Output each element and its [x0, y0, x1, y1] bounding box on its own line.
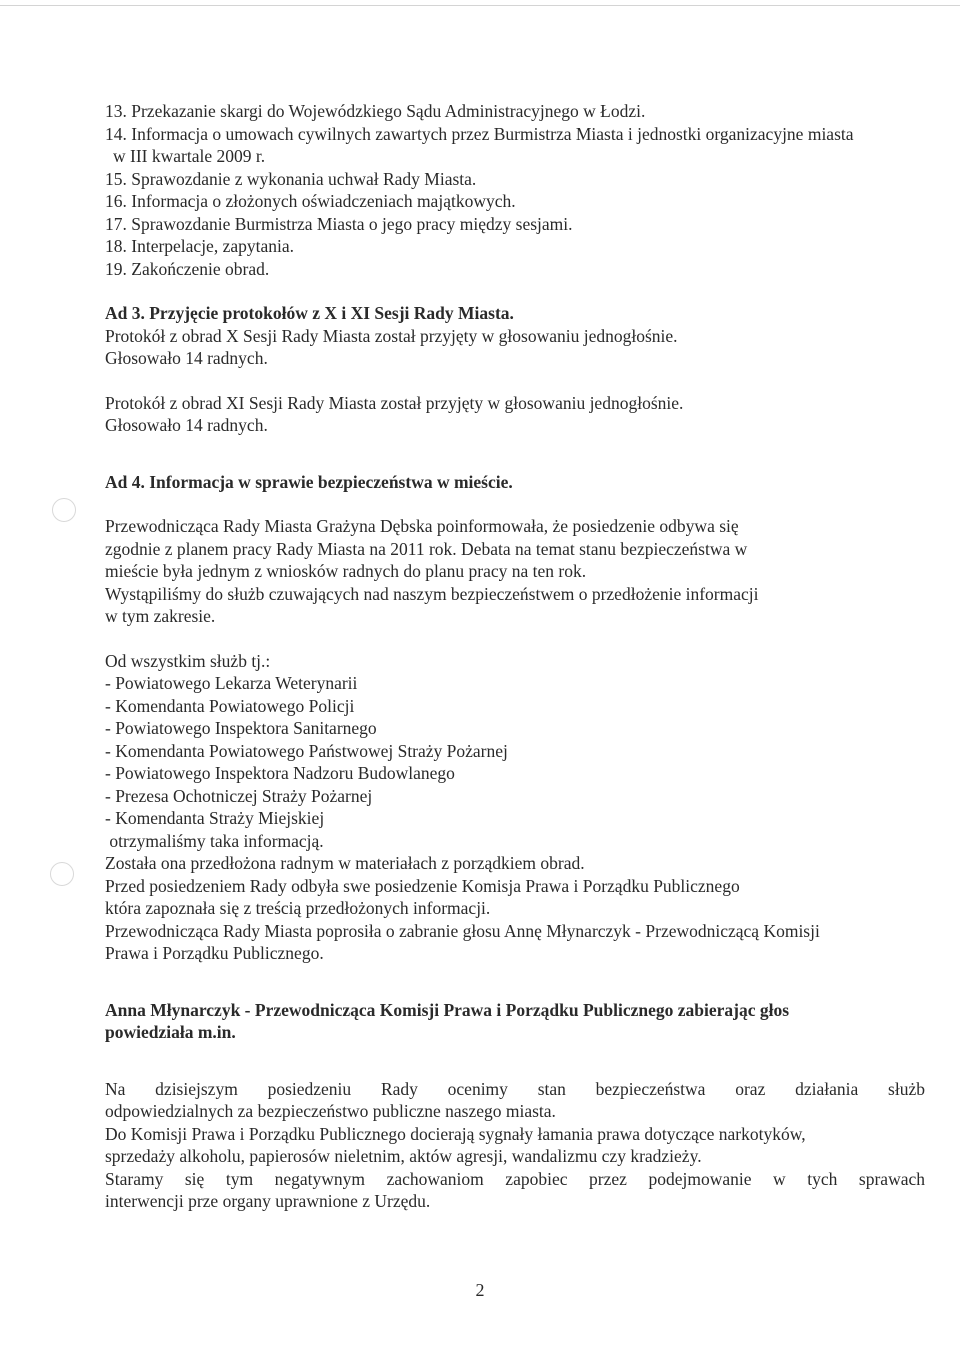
list-item: - Powiatowego Inspektora Sanitarnego: [105, 718, 377, 738]
list-item: - Komendanta Straży Miejskiej: [105, 808, 325, 828]
agenda-item: 18. Interpelacje, zapytania.: [105, 236, 294, 256]
speaker-line: Anna Młynarczyk - Przewodnicząca Komisji Prawa i Porządku Publicznego zabierając głos: [105, 999, 790, 1020]
paragraph-line: Protokół z obrad XI Sesji Rady Miasta został przyjęty w głosowaniu jednogłośnie.: [105, 392, 684, 413]
agenda-list: [105, 100, 925, 280]
agenda-item: 17. Sprawozdanie Burmistrza Miasta o jego pracy między sesjami.: [105, 213, 573, 234]
speaker-heading: [105, 999, 925, 1044]
agenda-item: w III kwartale 2009 r.: [113, 146, 266, 166]
list-item: - Powiatowego Inspektora Nadzoru Budowlanego: [105, 763, 455, 783]
list-item: - Komendanta Powiatowego Państwowej Straży Pożarnej: [105, 740, 508, 761]
scan-edge-line: [0, 5, 960, 6]
punch-hole-mark: [52, 498, 76, 522]
paragraph-line: Wystąpiliśmy do służb czuwających nad naszym bezpieczeństwem o przedłożenie informacji: [105, 583, 759, 604]
services-list: [105, 672, 925, 830]
paragraph-line: Staramy się tym negatywnym zachowaniom zapobiec przez podejmowanie w tych sprawach: [105, 1168, 925, 1189]
list-item: - Prezesa Ochotniczej Straży Pożarnej: [105, 785, 373, 806]
paragraph-line: Przewodnicząca Rady Miasta Grażyna Dębska poinformowała, że posiedzenie odbywa się: [105, 516, 739, 536]
paragraph-line: Od wszystkim służb tj.:: [105, 650, 271, 671]
section-ad3: [105, 302, 925, 437]
paragraph-line: mieście była jednym z wniosków radnych do planu pracy na ten rok.: [105, 561, 587, 581]
list-item: - Powiatowego Lekarza Weterynarii: [105, 673, 358, 693]
speaker-line: powiedziała m.in.: [105, 1022, 236, 1042]
paragraph-line: interwencji prze organy uprawnione z Urzędu.: [105, 1191, 431, 1211]
speech-text: [105, 1078, 925, 1213]
paragraph-line: Przewodnicząca Rady Miasta poprosiła o zabranie głosu Annę Młynarczyk - Przewodniczącą Komisji: [105, 920, 820, 941]
paragraph-line: Głosowało 14 radnych.: [105, 415, 268, 435]
agenda-item: 16. Informacja o złożonych oświadczeniach majątkowych.: [105, 191, 516, 211]
page-number: 2: [475, 1280, 485, 1300]
paragraph-line: otrzymaliśmy taka informacją.: [105, 830, 324, 851]
document-body: [105, 100, 925, 1213]
punch-hole-mark: [50, 862, 74, 886]
paragraph-line: sprzedaży alkoholu, papierosów nieletnim, aktów agresji, wandalizmu czy kradzieży.: [105, 1146, 702, 1166]
paragraph-line: Przed posiedzeniem Rady odbyła swe posiedzenie Komisja Prawa i Porządku Publicznego: [105, 875, 740, 896]
paragraph-line: Głosowało 14 radnych.: [105, 348, 268, 368]
paragraph-line: w tym zakresie.: [105, 606, 216, 626]
paragraph-line: zgodnie z planem pracy Rady Miasta na 2011 rok. Debata na temat stanu bezpieczeństwa w: [105, 538, 748, 559]
paragraph-line: Została ona przedłożona radnym w materiałach z porządkiem obrad.: [105, 853, 585, 873]
agenda-item: 14. Informacja o umowach cywilnych zawartych przez Burmistrza Miasta i jednostki organizacyjne miasta: [105, 123, 854, 144]
paragraph-line: Prawa i Porządku Publicznego.: [105, 943, 324, 963]
agenda-item: 13. Przekazanie skargi do Wojewódzkiego Sądu Administracyjnego w Łodzi.: [105, 101, 646, 121]
paragraph-line: Do Komisji Prawa i Porządku Publicznego docierają sygnały łamania prawa dotyczące narkotyków,: [105, 1123, 806, 1144]
agenda-item: 15. Sprawozdanie z wykonania uchwał Rady Miasta.: [105, 168, 477, 189]
section-heading: Ad 4. Informacja w sprawie bezpieczeństwa w mieście.: [105, 471, 513, 492]
paragraph-line: Protokół z obrad X Sesji Rady Miasta został przyjęty w głosowaniu jednogłośnie.: [105, 325, 678, 346]
agenda-item: 19. Zakończenie obrad.: [105, 258, 270, 279]
list-item: - Komendanta Powiatowego Policji: [105, 695, 355, 716]
section-ad4: [105, 471, 925, 965]
section-heading: Ad 3. Przyjęcie protokołów z X i XI Sesji Rady Miasta.: [105, 303, 514, 323]
paragraph-line: Na dzisiejszym posiedzeniu Rady ocenimy stan bezpieczeństwa oraz działania służb: [105, 1078, 925, 1099]
paragraph-line: odpowiedzialnych za bezpieczeństwo publiczne naszego miasta.: [105, 1101, 556, 1121]
paragraph-line: która zapoznała się z treścią przedłożonych informacji.: [105, 898, 491, 918]
